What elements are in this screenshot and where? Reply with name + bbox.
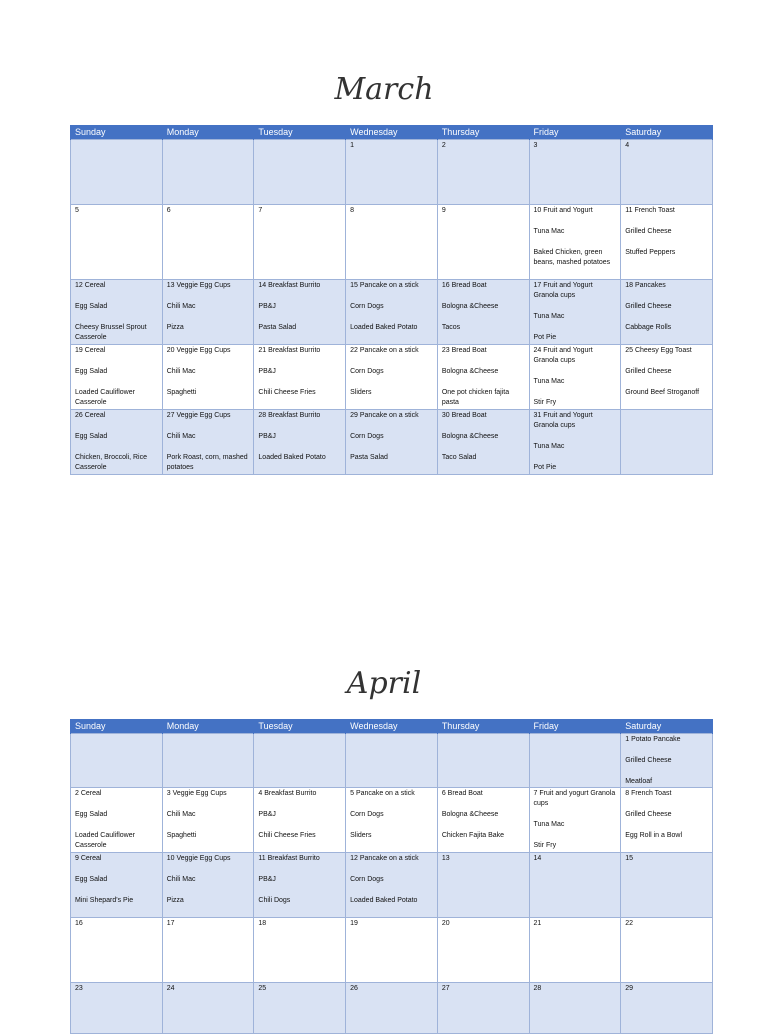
weekday-header-sunday: Sunday <box>71 719 163 734</box>
day-cell <box>71 734 163 788</box>
calendar-march <box>70 125 713 475</box>
meal-entry: Tuna Mac <box>533 313 565 320</box>
day-cell <box>71 280 163 345</box>
week-row <box>71 345 713 410</box>
week-row <box>71 734 713 788</box>
day-cell <box>162 983 254 1034</box>
day-cell <box>254 345 346 410</box>
day-number: 14 <box>533 855 542 862</box>
day-number: 6 <box>166 207 171 214</box>
meal-entry: Bread Boat <box>451 282 487 289</box>
meal-entry: Corn Dogs <box>350 876 384 883</box>
day-cell <box>254 853 346 918</box>
meal-entry: Chili Mac <box>166 303 196 310</box>
day-number: 18 <box>258 920 267 927</box>
meal-entry: Pizza <box>166 324 184 331</box>
day-cell <box>346 853 438 918</box>
meal-entry: Ground Beef Stroganoff <box>625 389 700 396</box>
meal-entry: Chili Mac <box>166 811 196 818</box>
meal-entry: Egg Roll in a Bowl <box>625 832 683 839</box>
day-number: 8 <box>625 790 630 797</box>
weekday-header-saturday: Saturday <box>621 125 713 140</box>
day-number: 5 <box>350 790 355 797</box>
meal-entry: PB&J <box>258 303 276 310</box>
meal-entry: Chili Cheese Fries <box>258 389 316 396</box>
day-number: 2 <box>441 142 446 149</box>
meal-entry: Grilled Cheese <box>625 811 672 818</box>
meal-entry: Chili Mac <box>166 368 196 375</box>
meal-entry: Taco Salad <box>441 454 477 461</box>
meal-entry: Fruit and yogurt Granola cups <box>533 790 616 807</box>
day-number: 24 <box>166 985 175 992</box>
day-number: 1 <box>625 736 630 743</box>
day-cell <box>529 918 621 983</box>
week-row <box>71 205 713 280</box>
meal-entry: PB&J <box>258 811 276 818</box>
day-cell <box>254 983 346 1034</box>
day-cell <box>621 410 713 475</box>
weekday-header-tuesday: Tuesday <box>254 125 346 140</box>
meal-entry: Pasta Salad <box>350 454 388 461</box>
day-cell <box>529 410 621 475</box>
meal-entry: Pot Pie <box>533 334 557 341</box>
day-number: 23 <box>441 347 450 354</box>
day-number: 21 <box>533 920 542 927</box>
day-cell <box>529 983 621 1034</box>
meal-entry: Fruit and Yogurt Granola cups <box>533 282 593 299</box>
day-cell <box>71 140 163 205</box>
meal-entry: Chili Dogs <box>258 897 291 904</box>
day-number: 22 <box>625 920 634 927</box>
meal-entry: Fruit and Yogurt <box>543 207 593 214</box>
day-number: 4 <box>625 142 630 149</box>
weekday-header-row <box>71 719 713 734</box>
day-cell <box>437 983 529 1034</box>
day-cell <box>437 410 529 475</box>
meal-entry: Fruit and Yogurt Granola cups <box>533 412 593 429</box>
meal-entry: Spaghetti <box>166 832 197 839</box>
day-number: 21 <box>258 347 267 354</box>
day-cell <box>71 345 163 410</box>
meal-entry: Grilled Cheese <box>625 368 672 375</box>
day-cell <box>71 983 163 1034</box>
meal-entry: Veggie Egg Cups <box>176 347 231 354</box>
day-cell <box>162 345 254 410</box>
meal-entry: Baked Chicken, green beans, mashed potatoes <box>533 249 611 266</box>
day-number: 26 <box>75 412 83 419</box>
day-cell <box>71 788 163 853</box>
day-number: 10 <box>533 207 542 214</box>
meal-entry: Chili Cheese Fries <box>258 832 316 839</box>
meal-entry: PB&J <box>258 876 276 883</box>
day-number: 5 <box>75 207 79 214</box>
weekday-header-row <box>71 125 713 140</box>
meal-entry: Cereal <box>84 412 106 419</box>
meal-entry: Pork Roast, corn, mashed potatoes <box>166 454 248 471</box>
day-cell <box>437 734 529 788</box>
day-number: 20 <box>166 347 175 354</box>
day-cell <box>621 788 713 853</box>
week-row <box>71 280 713 345</box>
weekday-header-tuesday: Tuesday <box>254 719 346 734</box>
weekday-header-saturday: Saturday <box>621 719 713 734</box>
day-cell <box>437 853 529 918</box>
day-number: 19 <box>350 920 358 927</box>
day-number: 3 <box>166 790 171 797</box>
day-cell <box>346 734 438 788</box>
meal-entry: Tacos <box>441 324 461 331</box>
day-cell <box>621 918 713 983</box>
meal-entry: Sliders <box>350 389 372 396</box>
weekday-header-wednesday: Wednesday <box>346 719 438 734</box>
meal-entry: Bread Boat <box>451 412 487 419</box>
meal-entry: Loaded Baked Potato <box>350 897 418 904</box>
meal-entry: One pot chicken fajita pasta <box>441 389 510 406</box>
weekday-header-wednesday: Wednesday <box>346 125 438 140</box>
day-number: 17 <box>533 282 542 289</box>
day-number: 1 <box>350 142 355 149</box>
day-number: 29 <box>625 985 634 992</box>
meal-entry: PB&J <box>258 433 276 440</box>
day-cell <box>162 140 254 205</box>
day-number: 29 <box>350 412 358 419</box>
meal-entry: Chicken, Broccoli, Rice Casserole <box>75 454 147 471</box>
day-number: 2 <box>75 790 79 797</box>
day-number: 10 <box>166 855 175 862</box>
meal-entry: Corn Dogs <box>350 368 384 375</box>
meal-entry: Cheesy Egg Toast <box>634 347 692 354</box>
meal-entry: Chili Mac <box>166 433 196 440</box>
day-number: 27 <box>166 412 175 419</box>
meal-entry: Pancakes <box>634 282 666 289</box>
day-number: 13 <box>166 282 175 289</box>
meal-entry: Cheesy Brussel Sprout Casserole <box>75 324 147 341</box>
day-cell <box>254 280 346 345</box>
day-cell <box>346 280 438 345</box>
day-cell <box>437 918 529 983</box>
day-cell <box>529 140 621 205</box>
meal-entry: Bologna &Cheese <box>441 368 499 375</box>
weekday-header-friday: Friday <box>529 719 621 734</box>
meal-entry: French Toast <box>631 790 672 797</box>
week-row <box>71 983 713 1034</box>
day-number: 11 <box>258 855 266 862</box>
meal-entry: Egg Salad <box>75 433 108 440</box>
weekday-header-sunday: Sunday <box>71 125 163 140</box>
meal-entry: Breakfast Burrito <box>264 790 317 797</box>
meal-entry: Bread Boat <box>451 347 487 354</box>
meal-entry: Loaded Cauliflower Casserole <box>75 389 135 406</box>
day-cell <box>529 788 621 853</box>
month-title-april: April <box>346 666 422 701</box>
day-cell <box>254 140 346 205</box>
day-number: 7 <box>533 790 538 797</box>
week-row <box>71 140 713 205</box>
meal-entry: Pot Pie <box>533 464 557 471</box>
day-number: 16 <box>75 920 83 927</box>
week-row <box>71 410 713 475</box>
meal-entry: Stuffed Peppers <box>625 249 676 256</box>
meal-entry: Grilled Cheese <box>625 757 672 764</box>
day-number: 4 <box>258 790 263 797</box>
day-cell <box>529 205 621 280</box>
calendar-april <box>70 719 713 1034</box>
day-cell <box>437 140 529 205</box>
day-cell <box>71 853 163 918</box>
meal-entry: Sliders <box>350 832 372 839</box>
day-number: 15 <box>625 855 634 862</box>
day-cell <box>621 205 713 280</box>
day-cell <box>254 918 346 983</box>
weekday-header-friday: Friday <box>529 125 621 140</box>
meal-entry: Tuna Mac <box>533 378 565 385</box>
meal-entry: French Toast <box>634 207 675 214</box>
meal-entry: Chicken Fajita Bake <box>441 832 505 839</box>
meal-entry: Corn Dogs <box>350 433 384 440</box>
day-cell <box>346 918 438 983</box>
day-cell <box>346 410 438 475</box>
meal-entry: Tuna Mac <box>533 228 565 235</box>
meal-entry: Veggie Egg Cups <box>176 282 231 289</box>
day-cell <box>529 280 621 345</box>
meal-entry: Bologna &Cheese <box>441 433 499 440</box>
day-number: 24 <box>533 347 542 354</box>
day-number: 27 <box>441 985 450 992</box>
meal-entry: Pancake on a stick <box>359 347 419 354</box>
day-number: 31 <box>533 412 542 419</box>
meal-entry: Stir Fry <box>533 842 557 849</box>
day-cell <box>162 788 254 853</box>
meal-entry: Loaded Cauliflower Casserole <box>75 832 135 849</box>
day-number: 6 <box>441 790 446 797</box>
day-number: 25 <box>625 347 634 354</box>
day-number: 11 <box>625 207 633 214</box>
day-number: 18 <box>625 282 634 289</box>
meal-entry: Potato Pancake <box>631 736 681 743</box>
weekday-header-thursday: Thursday <box>437 719 529 734</box>
meal-entry: Bologna &Cheese <box>441 811 499 818</box>
day-number: 28 <box>533 985 542 992</box>
meal-entry: Loaded Baked Potato <box>350 324 418 331</box>
day-cell <box>529 345 621 410</box>
meal-entry: Bologna &Cheese <box>441 303 499 310</box>
day-number: 26 <box>350 985 358 992</box>
week-row <box>71 918 713 983</box>
day-number: 9 <box>75 855 79 862</box>
meal-entry: Bread Boat <box>447 790 483 797</box>
week-row <box>71 853 713 918</box>
day-cell <box>621 853 713 918</box>
day-cell <box>254 410 346 475</box>
day-cell <box>346 983 438 1034</box>
day-cell <box>162 734 254 788</box>
meal-entry: Breakfast Burrito <box>268 347 321 354</box>
meal-entry: Breakfast Burrito <box>267 855 320 862</box>
day-cell <box>71 410 163 475</box>
day-cell <box>437 345 529 410</box>
day-number: 16 <box>441 282 450 289</box>
meal-entry: Grilled Cheese <box>625 303 672 310</box>
meal-entry: Corn Dogs <box>350 811 384 818</box>
weekday-header-monday: Monday <box>162 125 254 140</box>
meal-entry: Breakfast Burrito <box>268 412 321 419</box>
meal-entry: Cereal <box>84 282 106 289</box>
meal-entry: Tuna Mac <box>533 821 565 828</box>
day-number: 28 <box>258 412 267 419</box>
meal-entry: Egg Salad <box>75 303 108 310</box>
day-cell <box>162 853 254 918</box>
meal-entry: Stir Fry <box>533 399 557 406</box>
meal-entry: Cereal <box>80 790 102 797</box>
day-cell <box>254 734 346 788</box>
day-number: 3 <box>533 142 538 149</box>
day-cell <box>621 734 713 788</box>
day-number: 15 <box>350 282 358 289</box>
day-cell <box>621 280 713 345</box>
meal-entry: Tuna Mac <box>533 443 565 450</box>
day-number: 13 <box>441 855 450 862</box>
day-cell <box>346 345 438 410</box>
day-cell <box>346 140 438 205</box>
weekday-header-thursday: Thursday <box>437 125 529 140</box>
day-cell <box>71 205 163 280</box>
day-number: 17 <box>166 920 175 927</box>
day-number: 8 <box>350 207 355 214</box>
meal-entry: Egg Salad <box>75 876 108 883</box>
meal-entry: PB&J <box>258 368 276 375</box>
day-number: 14 <box>258 282 267 289</box>
day-cell <box>621 140 713 205</box>
meal-entry: Mini Shepard's Pie <box>75 897 134 904</box>
day-cell <box>437 205 529 280</box>
day-cell <box>346 788 438 853</box>
day-cell <box>162 205 254 280</box>
day-cell <box>346 205 438 280</box>
day-number: 7 <box>258 207 263 214</box>
month-title-march: March <box>334 72 434 107</box>
meal-entry: Chili Mac <box>166 876 196 883</box>
meal-entry: Egg Salad <box>75 811 108 818</box>
day-number: 12 <box>350 855 358 862</box>
meal-entry: Loaded Baked Potato <box>258 454 326 461</box>
meal-entry: Cereal <box>84 347 106 354</box>
day-cell <box>529 734 621 788</box>
meal-entry: Spaghetti <box>166 389 197 396</box>
meal-entry: Breakfast Burrito <box>268 282 321 289</box>
meal-entry: Pancake on a stick <box>359 855 419 862</box>
day-cell <box>437 788 529 853</box>
meal-entry: Meatloaf <box>625 778 653 785</box>
meal-entry: Pasta Salad <box>258 324 297 331</box>
day-number: 25 <box>258 985 267 992</box>
day-number: 9 <box>441 207 446 214</box>
day-cell <box>71 918 163 983</box>
day-cell <box>621 345 713 410</box>
day-number: 12 <box>75 282 83 289</box>
meal-entry: Egg Salad <box>75 368 108 375</box>
meal-entry: Veggie Egg Cups <box>176 412 231 419</box>
weekday-header-monday: Monday <box>162 719 254 734</box>
meal-entry: Pancake on a stick <box>359 282 419 289</box>
day-cell <box>529 853 621 918</box>
meal-entry: Veggie Egg Cups <box>176 855 231 862</box>
day-cell <box>162 280 254 345</box>
day-number: 22 <box>350 347 358 354</box>
day-cell <box>162 918 254 983</box>
meal-entry: Grilled Cheese <box>625 228 672 235</box>
day-cell <box>621 983 713 1034</box>
week-row <box>71 788 713 853</box>
meal-entry: Pancake on a stick <box>359 412 419 419</box>
day-cell <box>437 280 529 345</box>
meal-entry: Corn Dogs <box>350 303 384 310</box>
day-number: 30 <box>441 412 450 419</box>
meal-entry: Cabbage Rolls <box>625 324 672 331</box>
day-number: 20 <box>441 920 450 927</box>
meal-entry: Fruit and Yogurt Granola cups <box>533 347 593 364</box>
day-number: 23 <box>75 985 83 992</box>
meal-entry: Pizza <box>166 897 184 904</box>
meal-entry: Pancake on a stick <box>355 790 415 797</box>
day-cell <box>162 410 254 475</box>
day-cell <box>254 205 346 280</box>
day-number: 19 <box>75 347 83 354</box>
day-cell <box>254 788 346 853</box>
meal-entry: Veggie Egg Cups <box>172 790 227 797</box>
meal-entry: Cereal <box>80 855 102 862</box>
